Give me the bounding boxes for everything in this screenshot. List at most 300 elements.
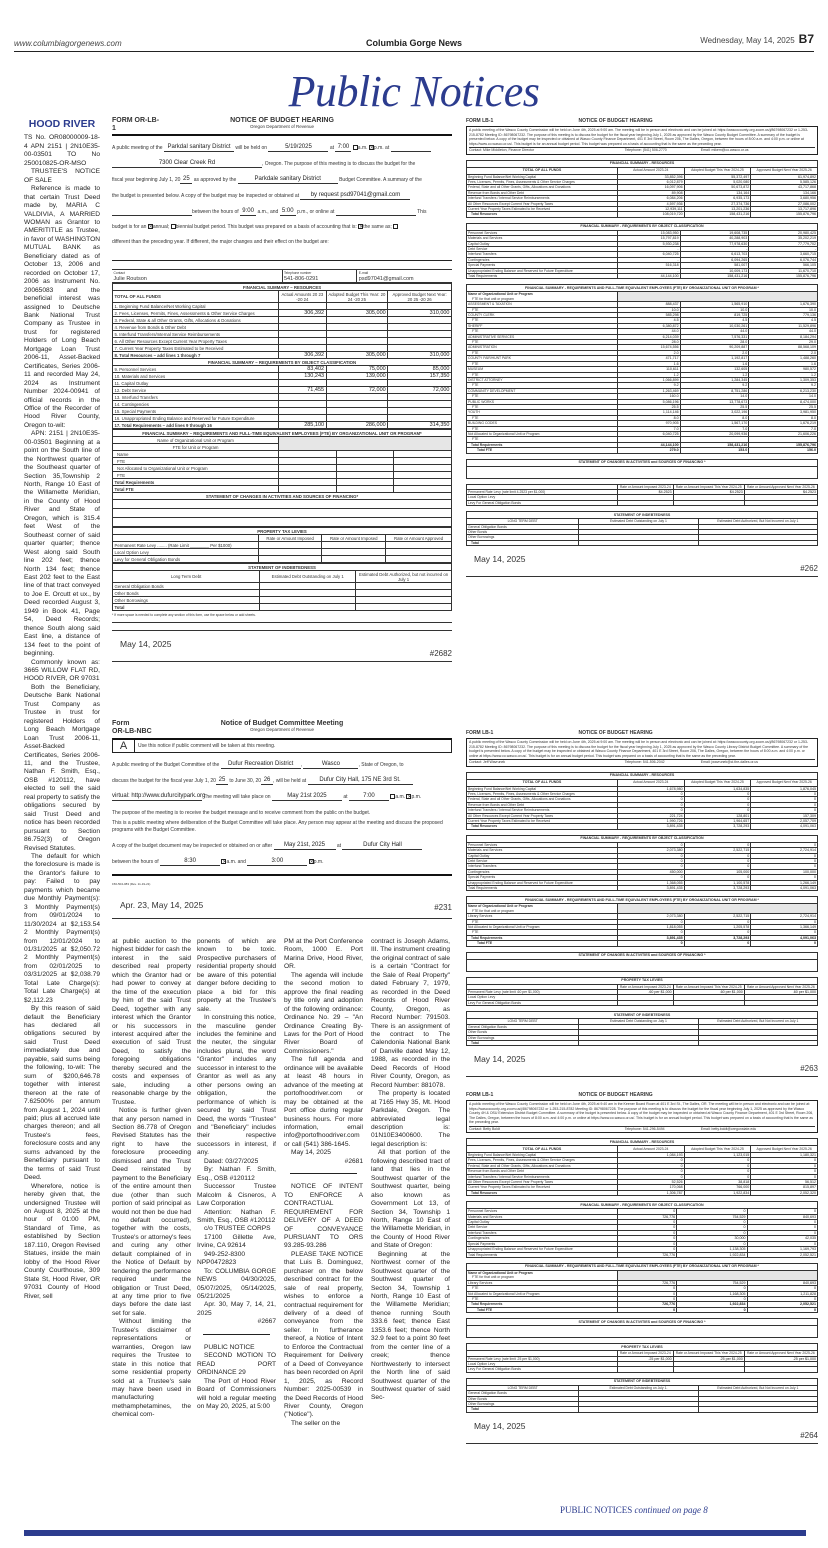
instruction: Use this notice if public comment will be taken at this meeting. xyxy=(138,743,276,749)
cell-value: 0 xyxy=(617,1225,676,1230)
unit-fte-row: FTE 8.0 8.0 8.0 xyxy=(467,415,818,420)
cell-value: 3,680,956 xyxy=(751,196,818,201)
text: , will be held at xyxy=(273,778,307,784)
intro-text: A public meeting of the Wasco County Commission will be held on June 4th, 2025 at 9:00 am. The meeting will be in person and electronic and can be joined at: https://wascocounty-org.zoom.us/j/86798067232 or 1-253-215-8782 Meeting ID: 86798067232. The purpose of this meeting is to discuss the budget for the fiscal year beginning July 1, 2025 as approved by the Wasco County Budget Committee. A summary of the budget is presented below. A copy of the budget may be inspected or obtained at Wasco County Finance Department, 401 E 3rd Street, Room 206, The Dalles, Oregon, between the hours of 8:00 a.m. and 4:00 p.m. or online at https://www.co.wasco.or.us/. This budget is for an annual budget period. This budget was prepared on a basis of accounting that is the same as the preceding year. xyxy=(469,128,809,146)
row-label: Total Requirements xyxy=(113,479,279,486)
debt-row xyxy=(113,604,452,611)
row-label: Interfund Transfers / Internal Service Reimbursements xyxy=(467,1174,618,1179)
cell-value: 75,000 xyxy=(326,366,388,373)
col-header: Actual Amounts 20 23 -20 24 xyxy=(279,291,326,303)
cell-value: 38,818 xyxy=(684,1180,751,1185)
row-label: Interfund Transfers / Internal Service Reimbursements xyxy=(467,196,618,201)
row-label: Capital Outlay xyxy=(467,1220,618,1225)
cell-value: 815,897 xyxy=(751,1185,818,1190)
cell-value: 0 xyxy=(747,1230,817,1235)
purpose-text: The purpose of the meeting is to receive the budget message and to receive comment from the public on the budget. xyxy=(112,810,371,816)
cell-value: 153.0 xyxy=(680,448,749,453)
cell-value: 566,105 xyxy=(749,263,818,268)
cell-value: 0 xyxy=(684,875,751,880)
cell-value: 1,169,793 xyxy=(747,1247,817,1252)
row-label: Special Payments xyxy=(467,263,618,268)
checkbox-pm-checked[interactable]: ✕ xyxy=(369,145,374,151)
cell-value: 4,597,936 xyxy=(617,201,684,206)
row-label: Total xyxy=(467,540,579,545)
cell-value: 170,068 xyxy=(617,1185,684,1190)
levies-table xyxy=(466,1343,818,1373)
cell-value xyxy=(617,1000,673,1005)
unit-fte-row: FTE 0 0 0 xyxy=(467,919,818,924)
text: and xyxy=(237,859,246,865)
levies-table xyxy=(466,484,818,507)
resources-header: FINANCIAL SUMMARY - RESOURCES xyxy=(467,160,818,167)
cell-value: 0 xyxy=(617,1220,676,1225)
col-header: Rate or Amount Imposed xyxy=(322,535,386,542)
cell-value: 8.0 xyxy=(749,415,818,420)
text: will be held on xyxy=(235,145,268,151)
debt-row xyxy=(113,583,452,590)
cell-value: 1,366,149 xyxy=(751,925,818,930)
cell-value: 6,084,206 xyxy=(617,196,684,201)
cell-value: 10.0 xyxy=(617,307,680,312)
unit-fte-row: FTE 1.6 1.6 1.6 xyxy=(467,361,818,366)
form-id: OR-LB-NBC xyxy=(112,727,152,735)
cell-value: 85,000 xyxy=(388,366,452,373)
levy-header: PROPERTY TAX LEVIES xyxy=(467,977,818,984)
cell-value: 1,818,055 xyxy=(617,925,684,930)
cell-value: 0 xyxy=(747,1220,817,1225)
cell-value: 110,611 xyxy=(617,367,680,372)
cell-value xyxy=(617,500,673,505)
cell-value: 132,605 xyxy=(680,367,749,372)
cell-value: 56,512 xyxy=(751,1180,818,1185)
requirements-table xyxy=(466,1201,818,1258)
form-id: FORM LB-1 xyxy=(466,118,494,124)
cell-value: 4,091,063 xyxy=(751,886,818,891)
form-id: FORM LB-1 xyxy=(466,730,494,736)
text: a.m. xyxy=(226,859,237,865)
debt-header: STATEMENT OF INDEBTEDNESS xyxy=(467,1378,818,1385)
paragraph: PM at the Port Conference Room, 1000 E. Port Marina Drive, Hood River, OR. xyxy=(284,938,363,971)
row-label: 4. Revenue from Bonds & Other Debt xyxy=(113,324,279,331)
row-label: Other Bonds xyxy=(467,530,579,535)
paragraph: APN: 2151 | 2N10E35-00-03501 Beginning at a point on the South line of the Northwest quarter of the Southeast quarter of Section 35,Township 2 North, Range 10 East of the Willamette Meridian, in the County of Hood River and State of Oregon, which is 315.4 feet West of the Southeast corner of said quarter quarter; thence West along said South line 202 feet; thence North 134 feet; thence East 202 feet to the East line of that tract conveyed to Joe E. Orcutt et ux., by Deed recorded August 3, 1949 in Book 41, Page 54, Deed Records; thence South along said East line, a distance of 134 feet to the point of beginning. xyxy=(24,430,100,658)
contact-name: Julie Routson xyxy=(113,275,147,282)
phone: Telephone: (541) 506-2770 xyxy=(624,148,667,152)
resources-table xyxy=(466,1138,818,1196)
cell-value: 0 xyxy=(617,1307,676,1312)
paragraph: PLEASE TAKE NOTICE that Luis B. Dominguez, purchaser on the below described contract for the sale of real property, wishes to enforce a contractual requirement for delivery of a deed of conveyance from the seller. In furtherance thereof, a Notice of Intent to Enforce the Contractual Requirement for Delivery of a Deed of Conveyance has been recorded on April 1, 2025, as Record Number: 2025-00539 in the Deed Records of Hood River County, Oregon ("Notice"). xyxy=(284,1250,363,1419)
cell-value: 0 xyxy=(617,842,684,847)
blank xyxy=(391,151,431,152)
paragraph: c/o TRUSTEE CORPS xyxy=(204,1225,271,1233)
row-label: Total Requirements xyxy=(467,1252,618,1257)
row-label: 3. Federal, State & all Other Grants, Gifts, Allocations & Donations xyxy=(113,317,279,324)
cell-value xyxy=(388,331,452,338)
cell-value: 0 xyxy=(617,797,684,802)
paragraph: Wherefore, notice is hereby given that, the undersigned Trustee will on August 8, 2025 at the hour of 01:00 PM, Standard of Time, as established by Section 187.110, Oregon Revised Statues, inside the main lobby of the Hood River County Courthouse, 309 State St, Hood River, OR 97031 County of Hood River, sell xyxy=(24,1182,100,1300)
col-header: Rate or Amount Imposed This Year 2024-25 xyxy=(673,1351,744,1356)
text: , Oregon. The purpose of this meeting is to discuss the budget for the xyxy=(262,161,416,167)
cell-value: 1,964,657 xyxy=(684,818,751,823)
cell-value: 0 xyxy=(751,797,818,802)
paragraph: The agenda will include the second motion to approve the final reading by title only and adoption of the following ordinance: Ordinance No. 29 – "An Ordinance Creating By-Laws for the Port of Hood River Board of Commissioners." xyxy=(284,971,363,1055)
levy-row xyxy=(113,542,452,549)
cell-value: 0 xyxy=(751,875,818,880)
text: the budget is presented below. A copy of the budget may be inspected or obtained at xyxy=(112,193,300,199)
form-revision: 150-504-083 (Rev. 11-19-21) xyxy=(112,882,151,886)
cell-value: 1,123,015 xyxy=(684,1153,751,1158)
row-label: Unappropriated Ending Balance and Reserved for Future Expenditure xyxy=(467,1247,618,1252)
cell-value: 9.2 xyxy=(617,383,680,388)
changes-table xyxy=(466,459,818,479)
row-label: Materials and Services xyxy=(467,236,618,241)
cell-value: 20,980,425 xyxy=(749,230,818,235)
site-url[interactable]: www.columbiagorgenews.com xyxy=(14,39,122,48)
cell-value: 0 xyxy=(684,797,751,802)
checkbox-pm-checked[interactable]: ✕ xyxy=(309,859,314,865)
public-text: This is a public meeting where deliberation of the Budget Committee will take place. Any person may appear at the meeting and discuss the proposed programs with the Budget Committee. xyxy=(112,820,443,833)
unit-name: Library Services xyxy=(467,914,618,919)
row-label: 6. All Other Resources Except Current Year Property Taxes xyxy=(113,338,279,345)
paragraph: The property is located at 7165 Hwy 35, Mt. Hood Parkdale, Oregon. The abbreviated legal description is: 01N10E3400600. The legal description is: xyxy=(371,1090,450,1148)
resource-row xyxy=(113,324,452,331)
email[interactable]: Email: betty.boldt@oregonstate.edu xyxy=(700,1126,757,1131)
cell-value xyxy=(326,303,388,310)
cell-value: 1.2 xyxy=(749,372,818,377)
unit-fte-row: FTE 4.5 4.5 4.5 xyxy=(467,318,818,323)
unit-fte-row: FTE 160.0 14.0 14.0 xyxy=(467,394,818,399)
col-header: Estimated Debt Outstanding on July 1 xyxy=(579,1019,698,1024)
row-label: 8. Total Resources – add lines 1 through 7 xyxy=(113,352,279,359)
continued-notice[interactable] xyxy=(560,1505,708,1515)
row-label: Current Year Property Taxes Estimated to be Received xyxy=(467,818,618,823)
checkbox-pm-checked[interactable]: ✕ xyxy=(407,794,412,800)
cell-value xyxy=(326,331,388,338)
cell-value: 0 xyxy=(684,864,751,869)
row-label: 7. Current Year Property Taxes Estimated to be Received xyxy=(113,345,279,352)
text: between the hours of xyxy=(112,859,159,865)
row-label: Local Option Levy xyxy=(467,1361,618,1366)
cell-value xyxy=(388,324,452,331)
row-label: Other Borrowings xyxy=(113,597,260,604)
cell-value: 20,099,936 xyxy=(680,431,749,436)
publication-date: May 14, 2025 xyxy=(474,554,526,565)
cell-value: - xyxy=(617,268,680,273)
unit-name: ADMINISTRATION xyxy=(467,345,618,350)
text: a.m., and xyxy=(257,209,279,215)
cell-value xyxy=(388,303,452,310)
row-label: Beginning Fund Balance/Net Working Capital xyxy=(467,174,618,179)
publication-date: Apr. 23, May 14, 2025 xyxy=(120,900,204,910)
cell-value: 5,585,126 xyxy=(751,179,818,184)
row-label: Fees, Licenses, Permits, Fines, Assessments & Other Service Charges xyxy=(467,179,618,184)
cell-value: 71,455 xyxy=(279,387,326,394)
col-header: Rate or Amount Imposed xyxy=(258,535,322,542)
footnote: * If more space is needed to complete any section of this form, use the space below or add sheets. xyxy=(112,613,256,617)
cell-value: 1,922,834 xyxy=(677,1252,747,1257)
cell-value xyxy=(326,324,388,331)
notice-number: #2667 xyxy=(257,1318,276,1326)
row-label: Fees, Licenses, Permits, Fines, Assessments & Other Service Charges xyxy=(467,791,618,796)
cell-value: 12,939,111 xyxy=(617,206,684,211)
notice-number: #2682 xyxy=(429,649,452,658)
cell-value: 7.0 xyxy=(749,426,818,431)
cell-value: 0 xyxy=(747,1307,817,1312)
col-header: Adopted Budget This Year: 20 24 -20 25 xyxy=(326,291,388,303)
cell-value: 0 xyxy=(617,864,684,869)
year-start: 25 xyxy=(216,777,228,785)
cell-value: 155,876,796 xyxy=(749,274,818,279)
paragraph: Successor Trustee Malcolm & Cisneros, A Law Corporation xyxy=(197,1183,276,1208)
requirement-row xyxy=(113,415,452,422)
section-letter: A xyxy=(113,740,135,752)
text: A public meeting of the xyxy=(112,145,163,151)
row-label: Levy for General Obligation Bonds xyxy=(113,556,259,563)
indebtedness-table xyxy=(466,511,818,546)
cell-value: $4.2523 xyxy=(744,490,817,495)
row-label: Other Bonds xyxy=(467,1396,579,1401)
notice-number: #2681 xyxy=(344,1157,363,1165)
requirement-row xyxy=(113,401,452,408)
row-label: General Obligation Bonds xyxy=(113,583,260,590)
cell-value xyxy=(326,408,388,415)
label: FTE for Unit or Program xyxy=(113,444,279,451)
cell-value: 0 xyxy=(677,1220,747,1225)
cell-value: 155,876,796 xyxy=(751,212,818,217)
fte-table xyxy=(112,429,452,527)
paragraph: SECOND MOTION TO READ PORT ORDINANCE 29 xyxy=(197,1352,276,1377)
row-label: All Other Resources Except Current Year Property Taxes xyxy=(467,1180,618,1185)
text: as approved by the xyxy=(193,177,237,183)
cell-value: 1.6 xyxy=(749,361,818,366)
cell-value xyxy=(326,401,388,408)
cell-value: 0 xyxy=(751,791,818,796)
paragraph: All that portion of the following described tract of land that lies in the Southwest quarter of the Southwest quarter, being also known as Government Lot 13, of Section 34, Township 1 North, Range 10 East of the Willamette Meridian, in the County of Hood River and State of Oregon: xyxy=(371,1149,450,1250)
unit-fte-row: FTE 7.0 7.0 7.0 xyxy=(467,426,818,431)
hour-start: 9:00 xyxy=(240,208,256,216)
row-label: Special Payments xyxy=(467,1241,618,1246)
cell-value: 1,488,260 xyxy=(749,356,818,361)
col-header: Approved Budget Next Year 2025-26 xyxy=(751,167,818,174)
cell-value: 27,374,736 xyxy=(684,201,751,206)
indebtedness-table xyxy=(112,563,452,611)
row-label: Revenue from Bonds and Other Debt xyxy=(467,1169,618,1174)
cell-value: 4.5 xyxy=(617,318,680,323)
unit-name: ADMINISTRATIVE SERVICES xyxy=(467,334,618,339)
email[interactable]: Email: jwavrunek@ci.the-dalles.or.us xyxy=(700,760,759,764)
row-label: FTE xyxy=(113,458,279,465)
cell-value: 1,309,353 xyxy=(749,377,818,382)
paragraph: ponents of which are known to be toxic. Prospective purchasers of residential property should be aware of this potential danger before deciding to place a bid for this property at the Trustee's sale. xyxy=(197,938,276,1013)
cell-value: 5,930,238 xyxy=(617,241,680,246)
notice-intro xyxy=(466,1100,818,1133)
cell-value: 139,000 xyxy=(326,373,388,380)
notice-number: #262 xyxy=(800,564,818,574)
cell-value: 35,202,219 xyxy=(749,236,818,241)
text: at xyxy=(336,843,342,849)
meeting-date: 5/19/2025 xyxy=(268,144,328,152)
debt-row xyxy=(113,597,452,604)
col-header: Adopted Budget This Year 2024-25 xyxy=(684,167,751,174)
cell-value xyxy=(326,317,388,324)
debt-header: STATEMENT OF INDEBTEDNESS xyxy=(467,1012,818,1019)
cell-value: 0 xyxy=(617,1296,676,1301)
contact-phone: 541-806-0291 xyxy=(284,275,319,282)
row-label: 5. Interfund Transfers/Internal Service Reimbursements xyxy=(113,331,279,338)
text: p.m. xyxy=(411,794,422,800)
cell-value: 471,717 xyxy=(617,356,680,361)
page-number: B7 xyxy=(798,32,814,46)
continued-label: PUBLIC NOTICES xyxy=(560,1505,633,1515)
cell-value: .60 per $1,000 xyxy=(744,990,817,995)
cell-value: 130,243 xyxy=(279,373,326,380)
col-header: Estimated Debt Outstanding on July 1 xyxy=(579,519,698,524)
resources-table xyxy=(112,283,452,429)
fte-table xyxy=(466,284,818,453)
intro-text: A public meeting of the Wasco County Commission will be held on June 4th, 2025 at 9:40 am in the Keener Board Room at 401 E 3rd St., The Dalles, OR. The meeting will be in person and electronic and can be joined at: https://wascocounty-org.zoom.us/j/86798067232 or 1-253-215-8782 Meeting ID: 86798067228. The purpose of this meeting is to discuss the budget for the fiscal year beginning July 1, 2025 as approved by the Wasco County 4H & OSU Extension District Budget Committee. A summary of the budget is presented below. A copy of the budget may be inspected or obtained at Wasco County Finance Department, 401 E 3rd Street, Room 206, The Dalles, Oregon, between the hours of 8:00 a.m. and 4:00 p.m. or online at https://www.co.wasco.or.us/. This budget is for an annual budget period. This budget was prepared on a basis of accounting that is the same as the preceding year. xyxy=(469,1102,814,1124)
levy-header: PROPERTY TAX LEVIES xyxy=(113,528,452,535)
label: FTE for that unit or program xyxy=(472,908,514,913)
virtual-address[interactable]: virtual: http://www.dufurcitypark.org xyxy=(112,793,206,799)
issue-date: Wednesday, May 14, 2025 xyxy=(700,36,795,45)
unit-name: Not Allocated to Organizational Unit or Program xyxy=(467,925,618,930)
unit-name: MUSEUM xyxy=(467,367,618,372)
resource-row xyxy=(113,331,452,338)
row-label: Name xyxy=(113,451,279,458)
cell-value xyxy=(673,1367,744,1372)
cell-value: 819,725 xyxy=(680,313,749,318)
checkbox-am-checked[interactable]: ✕ xyxy=(222,859,227,865)
cell-value: 0 xyxy=(617,1247,676,1252)
checkbox-same-checked[interactable]: ✕ xyxy=(359,224,363,230)
form-id: FORM LB-1 xyxy=(466,1092,494,1098)
requirement-row xyxy=(113,394,452,401)
resources-row xyxy=(467,824,818,829)
phone: Telephone: 541-506-2042 xyxy=(624,760,665,764)
contact-email[interactable]: psd97041@gmail.com xyxy=(358,275,414,282)
notice-number: #231 xyxy=(434,903,452,912)
text: The meeting will take place on xyxy=(203,794,271,800)
cell-value: 25.5 xyxy=(680,404,749,409)
notice-budget-hearing-wasco-county xyxy=(466,116,818,577)
cell-value xyxy=(744,500,817,505)
cell-value: 21,606,226 xyxy=(749,431,818,436)
cell-value: 14.0 xyxy=(749,394,818,399)
col-header: Actual Amount 2023-24 xyxy=(617,779,684,786)
debt-row xyxy=(467,1407,818,1412)
cell-value: 6,012,879 xyxy=(617,179,684,184)
cell-value: 754,529 xyxy=(677,1214,747,1219)
unit-name: ASSESSMENT & TAXATION xyxy=(467,302,618,307)
cell-value xyxy=(279,338,326,345)
row-label: Unappropriated Ending Balance and Reserved for Future Expenditure xyxy=(467,268,618,273)
row-label: Permanent Rate Levy (rate limit .25 per $1,000) xyxy=(467,1356,618,1361)
cell-value: 1,138,305 xyxy=(677,1247,747,1252)
cell-value xyxy=(326,380,388,387)
property-tax-levies-table xyxy=(112,527,452,563)
cell-value: 13,201,236 xyxy=(684,206,751,211)
row-label: Interfund Transfers xyxy=(467,864,618,869)
resources-row xyxy=(467,212,818,217)
fte-header: FINANCIAL SUMMARY – REQUIREMENTS AND FULL-TIME EQUIVALENT EMPLOYEES (FTE) BY ORGANIZATIONAL UNIT OR PROGRAM* xyxy=(113,430,452,437)
cell-value: 306,392 xyxy=(279,310,326,317)
email[interactable]: Email: mikem@co.wasco.or.us xyxy=(700,148,749,152)
cell-value xyxy=(388,338,452,345)
resources-row xyxy=(467,1190,818,1195)
row-label: Capital Outlay xyxy=(467,853,618,858)
col-header: Long Term Debt xyxy=(113,571,260,583)
cell-value: - xyxy=(617,257,680,262)
trustee-notice-col3 xyxy=(197,938,276,1411)
row-label: Contingencies xyxy=(467,869,618,874)
cell-value: 8,474,000 xyxy=(749,399,818,404)
footer-bar xyxy=(24,1530,806,1536)
cell-value: 0 xyxy=(617,1163,684,1168)
cell-value: 0 xyxy=(684,858,751,863)
fte-header: FINANCIAL SUMMARY - REQUIREMENTS AND FULL-TIME EQUIVALENT EMPLOYEES (FTE) BY ORGANIZATIONAL UNIT OR PROGRAM * xyxy=(467,1263,818,1270)
cell-value: 0 xyxy=(617,875,684,880)
cell-value: 0 xyxy=(751,864,818,869)
row-label: Other Borrowings xyxy=(467,1035,579,1040)
cell-value: 310,000 xyxy=(388,310,452,317)
cell-value: 2,073,380 xyxy=(617,848,684,853)
col-header: LONG TERM DEBT xyxy=(467,519,579,524)
cell-value: 3,728,293 xyxy=(684,935,751,940)
row-label: Personnel Services xyxy=(467,1209,618,1214)
cell-value: 13,717,896 xyxy=(751,206,818,211)
row-label: Interfund Transfers / Internal Service Reimbursements xyxy=(467,808,618,813)
cell-value: 0 xyxy=(684,791,751,796)
label: FTE for that unit or program xyxy=(472,1275,514,1280)
checkbox-different[interactable] xyxy=(393,224,398,229)
cell-value: 7.0 xyxy=(617,426,680,431)
cell-value xyxy=(279,380,326,387)
cell-value: 2,724,914 xyxy=(751,914,818,919)
cell-value: 1,922,834 xyxy=(684,1190,751,1195)
governing-body: Parkdal sanitary District xyxy=(164,144,234,152)
fte-row xyxy=(113,458,452,465)
cell-value: 0 xyxy=(617,853,684,858)
col-header: Rate or Amount Imposed This Year 2024-25 xyxy=(673,484,744,489)
cell-value: 4.5 xyxy=(680,318,749,323)
cell-value: .25 per $1,000 xyxy=(617,1356,673,1361)
cell-value: 72,000 xyxy=(326,387,388,394)
row-label: Debt Service xyxy=(467,1225,618,1230)
cell-value: 30,000 xyxy=(677,1236,747,1241)
cell-value: 3,022,196 xyxy=(680,410,749,415)
levy-header: PROPERTY TAX LEVIES xyxy=(467,1344,818,1351)
contact: Contact: Betty Boldt xyxy=(469,1126,500,1131)
cell-value: 0 xyxy=(617,1241,676,1246)
debt-row xyxy=(467,540,818,545)
row-label: Debt Service xyxy=(467,246,618,251)
cell-value: 0 xyxy=(617,858,684,863)
col-header: Approved Budget Next Year 2025-26 xyxy=(751,779,818,786)
checkbox-annual-checked[interactable]: ✕ xyxy=(148,224,153,230)
fte-row xyxy=(113,486,452,493)
cell-value: 0 xyxy=(617,1230,676,1235)
continued-text: continued on page 8 xyxy=(634,1505,708,1515)
fte-table xyxy=(466,1263,818,1313)
notice-number: #264 xyxy=(800,1430,818,1440)
cell-value: 0 xyxy=(677,1241,747,1246)
paragraph: The seller on the xyxy=(291,1419,341,1427)
notice-intro xyxy=(466,126,818,155)
cell-value xyxy=(326,415,388,422)
cell-value: 1,263,469 xyxy=(617,388,680,393)
cell-value: 0 xyxy=(684,941,751,946)
label: Name of Organizational Unit or Program xyxy=(468,1270,533,1275)
